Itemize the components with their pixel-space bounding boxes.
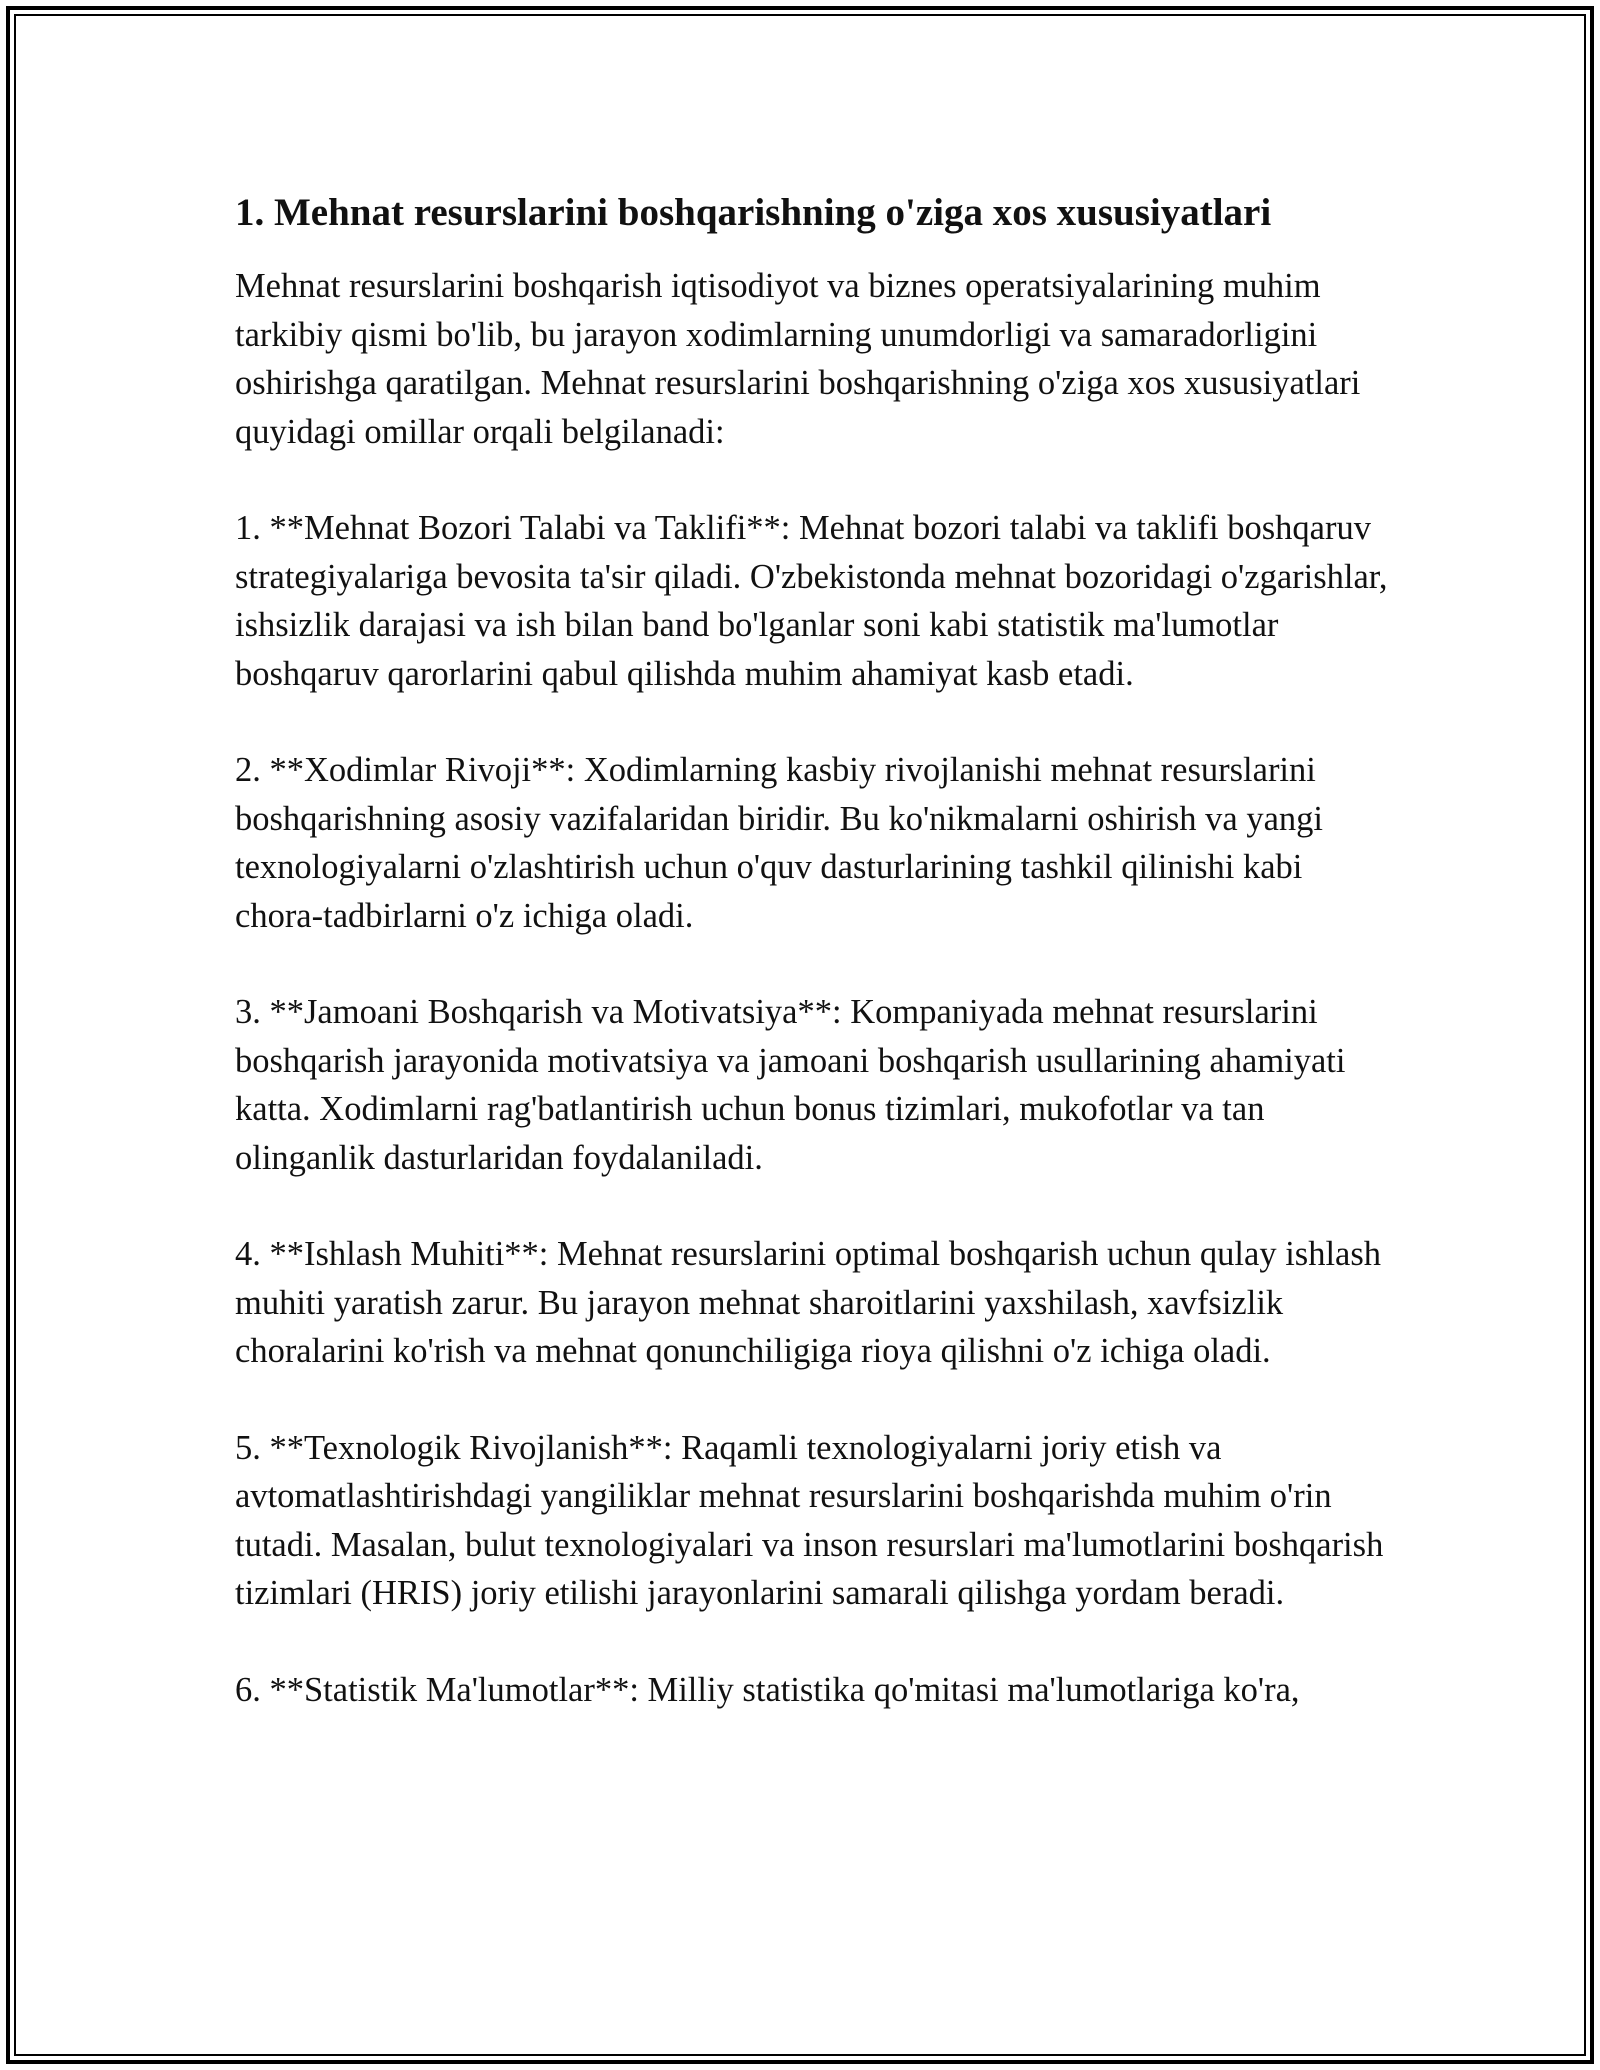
list-item-labor-market: 1. **Mehnat Bozori Talabi va Taklifi**: Mehnat bozori talabi va taklifi boshqaruv strategiyalariga bevosita ta'sir qiladi. O'zbekistonda mehnat bozoridagi o'zgarishlar, ishsizlik darajasi va ish bilan band bo'lganlar soni kabi statistik ma'lumotlar boshqaruv qarorlarini qabul qilishda muhim ahamiyat kasb etadi. <box>235 509 1388 693</box>
document-body <box>235 186 1395 1714</box>
list-item-work-environment: 4. **Ishlash Muhiti**: Mehnat resurslarini optimal boshqarish uchun qulay ishlash muhiti yaratish zarur. Bu jarayon mehnat sharoitlarini yaxshilash, xavfsizlik choralarini ko'rish va mehnat qonunchiligiga rioya qilishni o'z ichiga oladi. <box>235 1235 1382 1370</box>
page-title: 1. Mehnat resurslarini boshqarishning o'ziga xos xususiyatlari <box>235 191 1272 234</box>
list-item-employee-development: 2. **Xodimlar Rivoji**: Xodimlarning kasbiy rivojlanishi mehnat resurslarini boshqarishning asosiy vazifalaridan biridir. Bu ko'nikmalarni oshirish va yangi texnologiyalarni o'zlashtirish uchun o'quv dasturlarining tashkil qilinishi kabi chora-tadbirlarni o'z ichiga oladi. <box>235 751 1323 935</box>
list-item-team-management: 3. **Jamoani Boshqarish va Motivatsiya**: Kompaniyada mehnat resurslarini boshqarish jarayonida motivatsiya va jamoani boshqarish usullarining ahamiyati katta. Xodimlarni rag'batlantirish uchun bonus tizimlari, mukofotlar va tan olinganlik dasturlaridan foydalaniladi. <box>235 993 1346 1177</box>
intro-paragraph: Mehnat resurslarini boshqarish iqtisodiyot va biznes operatsiyalarining muhim tarkibiy qismi bo'lib, bu jarayon xodimlarning unumdorligi va samaradorligini oshirishga qaratilgan. Mehnat resurslarini boshqarishning o'ziga xos xususiyatlari quyidagi omillar orqali belgilanadi: <box>235 267 1361 451</box>
list-item-technological-development: 5. **Texnologik Rivojlanish**: Raqamli texnologiyalarni joriy etish va avtomatlashtirishdagi yangiliklar mehnat resurslarini boshqarishda muhim o'rin tutadi. Masalan, bulut texnologiyalari va inson resurslari ma'lumotlarini boshqarish tizimlari (HRIS) joriy etilishi jarayonlarini samarali qilishga yordam beradi. <box>235 1428 1384 1612</box>
list-item-statistical-data: 6. **Statistik Ma'lumotlar**: Milliy statistika qo'mitasi ma'lumotlariga ko'ra, <box>235 1670 1300 1709</box>
